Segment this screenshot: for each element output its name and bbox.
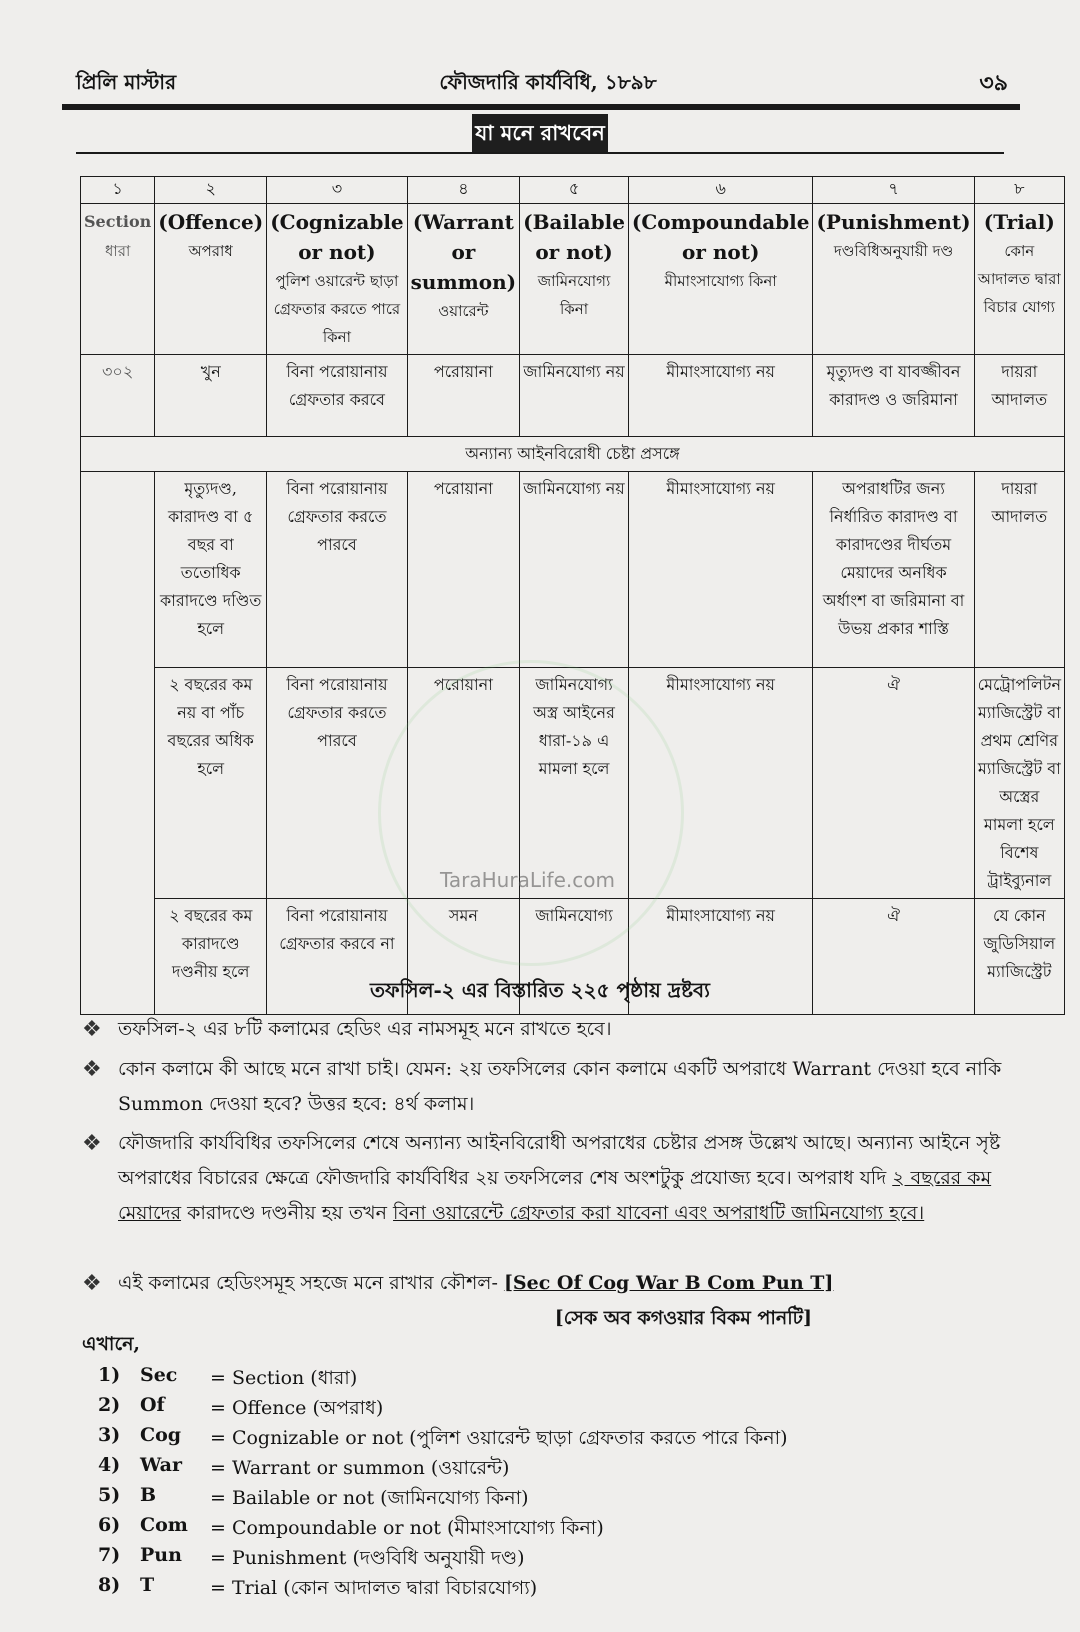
column-number: ৫ <box>520 177 629 204</box>
table-cell: দায়রা আদালত <box>974 472 1064 668</box>
heading-warrant: (Warrant or summon) ওয়ারেন্ট <box>407 204 519 355</box>
table-cell: মীমাংসাযোগ্য নয় <box>628 668 813 899</box>
table-cell: পরোয়ানা <box>407 355 519 437</box>
section-title-box: যা মনে রাখবেন <box>472 114 608 152</box>
column-number: ৬ <box>628 177 813 204</box>
table-cell: মীমাংসাযোগ্য নয় <box>628 899 813 1015</box>
table-cell: বিনা পরোয়ানায় গ্রেফতার করতে পারবে <box>267 668 407 899</box>
table-cell: পরোয়ানা <box>407 472 519 668</box>
column-number: ৭ <box>813 177 974 204</box>
table-row <box>81 472 1065 668</box>
table-cell: সমন <box>407 899 519 1015</box>
watermark-logo <box>378 660 684 966</box>
table-cell: ৩০২ <box>81 355 155 437</box>
table-cell: বিনা পরোয়ানায় গ্রেফতার করতে পারবে <box>267 472 407 668</box>
bullet-item: ❖ ফৌজদারি কার্যবিধির তফসিলের শেষে অন্যান্য আইনবিরোধী অপরাধের চেষ্টার প্রসঙ্গ উল্লেখ আছে। অন্যান্য আইনে সৃষ্ট অপরাধের বিচারের ক্ষেত্রে ফৌজদারি কার্যবিধির ২য় তফসিলের শেষ অংশটুকু প্রযোজ্য হবে। অপরাধ যদি ২ বছরের কম মেয়াদের কারাদণ্ডে দণ্ডনীয় হয় তখন বিনা ওয়ারেন্টে গ্রেফতার করা যাবেনা এবং অপরাধটি জামিনযোগ্য হবে। <box>82 1126 1002 1231</box>
page-number: ৩৯ <box>979 70 1008 96</box>
column-heading-row <box>81 204 1065 355</box>
header-rule <box>62 104 1020 110</box>
table-cell: দায়রা আদালত <box>974 355 1064 437</box>
diamond-bullet-icon: ❖ <box>82 1131 102 1156</box>
mnemonic-bangla: [সেক অব কগওয়ার বিকম পানটি] <box>554 1307 812 1329</box>
heading-cognizable: (Cognizable or not) পুলিশ ওয়ারেন্ট ছাড়া গ্রেফতার করতে পারে কিনা <box>267 204 407 355</box>
mnemonic-code: [Sec Of Cog War B Com Pun T] <box>503 1272 834 1294</box>
table-cell: বিনা পরোয়ানায় গ্রেফতার করবে না <box>267 899 407 1015</box>
column-number: ২ <box>155 177 267 204</box>
heading-offence: (Offence) অপরাধ <box>155 204 267 355</box>
table-cell: খুন <box>155 355 267 437</box>
table-cell-blank <box>81 472 155 1015</box>
bullet-item: ❖ তফসিল-২ এর ৮টি কলামের হেডিং এর নামসমূহ মনে রাখতে হবে। <box>82 1012 1002 1047</box>
table-cell: অপরাধটির জন্য নির্ধারিত কারাদণ্ড বা কারাদণ্ডের দীর্ঘতম মেয়াদের অনধিক অর্ধাংশ বা জরিমানা বা উভয় প্রকার শাস্তি <box>813 472 974 668</box>
table-cell: জামিনযোগ্য <box>520 899 629 1015</box>
table-cell: বিনা পরোয়ানায় গ্রেফতার করবে <box>267 355 407 437</box>
table-cell: জামিনযোগ্য নয় <box>520 355 629 437</box>
column-number: ৩ <box>267 177 407 204</box>
bullet-item: ❖ এই কলামের হেডিংসমূহ সহজে মনে রাখার কৌশল- [Sec Of Cog War B Com Pun T] [সেক অব কগওয়ার বিকম পানটি] <box>82 1266 1002 1336</box>
heading-trial: (Trial) কোন আদালত দ্বারা বিচার যোগ্য <box>974 204 1064 355</box>
heading-section: Section ধারা <box>81 204 155 355</box>
book-page: প্রিলি মাস্টার ফৌজদারি কার্যবিধি, ১৮৯৮ ৩৯ যা মনে রাখবেন ১ ২ ৩ ৪ ৫ ৬ ৭ ৮ Section ধারা (Offence) অপরাধ (Cognizable or not) পুলিশ ওয়ারেন্ট ছাড়া গ্রেফতার করতে পারে কিনা (Warrant or summon) ওয়ারেন্ট (Bailable or not) জামিনযোগ্য কিনা (Compoundable or not) মীমাংসাযোগ্য কিনা (Punishment) দণ্ডবিধিঅনুযায়ী দণ্ড (Trial) কোন আদালত দ্বারা বিচার যোগ্য ৩০২ খুন বিনা পরোয়ানায় গ্রেফতার করবে পরোয়ানা জামিনযোগ্য নয় মীমাংসাযোগ্য নয় মৃত্যুদণ্ড বা যাবজ্জীবন কারাদণ্ড ও জরিমানা দায়রা আদালত অন্যান্য আইনবিরোধী চেষ্টা প্রসঙ্গে মৃত্যুদণ্ড, কারাদণ্ড বা ৫ বছর বা ততোধিক কারাদণ্ডে দণ্ডিত হলে বিনা পরোয়ানায় গ্রেফতার করতে পারবে পরোয়ানা জামিনযোগ্য নয় মীমাংসাযোগ্য নয় অপরাধটির জন্য নির্ধারিত কারাদণ্ড বা কারাদণ্ডের দীর্ঘতম মেয়াদের অনধিক অর্ধাংশ বা জরিমানা বা উভয় প্রকার শাস্তি দায়রা আদালত ২ বছরের কম নয় বা পাঁচ বছরের অধিক হলে বিনা পরোয়ানায় গ্রেফতার করতে পারবে পরোয়ানা জামিনযোগ্য অস্ত্র আইনের ধারা-১৯ এ মামলা হলে মীমাংসাযোগ্য নয় ঐ মেট্রোপলিটন ম্যাজিস্ট্রেট বা প্রথম শ্রেণির ম্যাজিস্ট্রেট বা অস্ত্রের মামলা হলে বিশেষ ট্রাইব্যুনাল ২ বছরের কম কারাদণ্ডে দণ্ডনীয় হলে বিনা পরোয়ানায় গ্রেফতার করবে না সমন জামিনযোগ্য মীমাংসাযোগ্য নয় ঐ যে কোন জুডিসিয়াল ম্যাজিস্ট্রেট TaraHuraLife.com তফসিল-২ এর বিস্তারিত ২২৫ পৃষ্ঠায় দ্রষ্টব্য ❖ তফসিল-২ এর ৮টি কলামের হেডিং এর নামসমূহ মনে রাখতে হবে। ❖ কোন কলামে কী আছে মনে রাখা চাই। যেমন: ২য় তফসিলের কোন কলামে একটি অপরাধে Warrant দেওয়া হবে নাকি Summon দেওয়া হবে? উত্তর হবে: ৪র্থ কলাম। ❖ ফৌজদারি কার্যবিধির তফসিলের শেষে অন্যান্য আইনবিরোধী অপরাধের চেষ্টার প্রসঙ্গ উল্লেখ আছে। অন্যান্য আইনে সৃষ্ট অপরাধের বিচারের ক্ষেত্রে ফৌজদারি কার্যবিধির ২য় তফসিলের শেষ অংশটুকু প্রযোজ্য হবে। অপরাধ যদি ২ বছরের কম মেয়াদের কারাদণ্ডে দণ্ডনীয় হয় তখন বিনা ওয়ারেন্টে গ্রেফতার করা যাবেনা এবং অপরাধটি জামিনযোগ্য হবে। ❖ এই কলামের হেডিংসমূহ সহজে মনে রাখার কৌশল- [Sec Of Cog War B Com Pun T] [সেক অব কগওয়ার বিকম পানটি] এখানে, 1) Sec = Section (ধারা) 2) Of = Offence (অপরাধ) 3) Cog = Cognizable or not (পুলিশ ওয়ারেন্ট ছাড়া গ্রেফতার করতে পারে কিনা) 4) War = Warrant or summon (ওয়ারেন্ট) 5) B = Bailable or not (জামিনযোগ্য কিনা) 6) Com = Compoundable or not (মীমাংসাযোগ্য কিনা) 7) Pun = Punishment (দণ্ডবিধি অনুযায়ী দণ্ড) 8) T = Trial (কোন আদালত দ্বারা বিচারযোগ্য) <box>0 0 1080 1632</box>
table-cell: মীমাংসাযোগ্য নয় <box>628 472 813 668</box>
table-cell: ঐ <box>813 899 974 1015</box>
subheading-row <box>81 437 1065 472</box>
column-number: ৮ <box>974 177 1064 204</box>
column-number: ৪ <box>407 177 519 204</box>
table-note: তফসিল-২ এর বিস্তারিত ২২৫ পৃষ্ঠায় দ্রষ্টব্য <box>370 978 710 1002</box>
table-cell: যে কোন জুডিসিয়াল ম্যাজিস্ট্রেট <box>974 899 1064 1015</box>
bullet-item: ❖ কোন কলামে কী আছে মনে রাখা চাই। যেমন: ২য় তফসিলের কোন কলামে একটি অপরাধে Warrant দেওয়া হবে নাকি Summon দেওয়া হবে? উত্তর হবে: ৪র্থ কলাম। <box>82 1052 1002 1122</box>
table-cell: ঐ <box>813 668 974 899</box>
heading-compoundable: (Compoundable or not) মীমাংসাযোগ্য কিনা <box>628 204 813 355</box>
table-cell: মেট্রোপলিটন ম্যাজিস্ট্রেট বা প্রথম শ্রেণির ম্যাজিস্ট্রেট বা অস্ত্রের মামলা হলে বিশেষ ট্রাইব্যুনাল <box>974 668 1064 899</box>
table-cell: মৃত্যুদণ্ড, কারাদণ্ড বা ৫ বছর বা ততোধিক কারাদণ্ডে দণ্ডিত হলে <box>155 472 267 668</box>
underlined-phrase: বিনা ওয়ারেন্টে গ্রেফতার করা যাবেনা এবং অপরাধটি জামিনযোগ্য হবে। <box>393 1202 925 1224</box>
column-number: ১ <box>81 177 155 204</box>
underlined-phrase: ২ বছরের কম মেয়াদের <box>118 1167 992 1224</box>
section-rule <box>76 152 1004 154</box>
heading-punishment: (Punishment) দণ্ডবিধিঅনুযায়ী দণ্ড <box>813 204 974 355</box>
diamond-bullet-icon: ❖ <box>82 1057 102 1082</box>
table-cell: মীমাংসাযোগ্য নয় <box>628 355 813 437</box>
running-header <box>76 62 1020 96</box>
column-number-row <box>81 177 1065 204</box>
heading-bailable: (Bailable or not) জামিনযোগ্য কিনা <box>520 204 629 355</box>
table-cell: জামিনযোগ্য অস্ত্র আইনের ধারা-১৯ এ মামলা হলে <box>520 668 629 899</box>
table-cell: জামিনযোগ্য নয় <box>520 472 629 668</box>
diamond-bullet-icon: ❖ <box>82 1271 102 1296</box>
header-book-name: প্রিলি মাস্টার <box>76 70 177 94</box>
watermark-text: TaraHuraLife.com <box>440 868 615 892</box>
table-cell: ২ বছরের কম নয় বা পাঁচ বছরের অধিক হলে <box>155 668 267 899</box>
table-row <box>81 355 1065 437</box>
table-cell: মৃত্যুদণ্ড বা যাবজ্জীবন কারাদণ্ড ও জরিমানা <box>813 355 974 437</box>
table-cell: পরোয়ানা <box>407 668 519 899</box>
table-cell: ২ বছরের কম কারাদণ্ডে দণ্ডনীয় হলে <box>155 899 267 1015</box>
diamond-bullet-icon: ❖ <box>82 1017 102 1042</box>
other-laws-heading: অন্যান্য আইনবিরোধী চেষ্টা প্রসঙ্গে <box>81 437 1065 472</box>
here-label: এখানে, <box>82 1333 141 1355</box>
header-chapter-title: ফৌজদারি কার্যবিধি, ১৮৯৮ <box>439 70 657 94</box>
